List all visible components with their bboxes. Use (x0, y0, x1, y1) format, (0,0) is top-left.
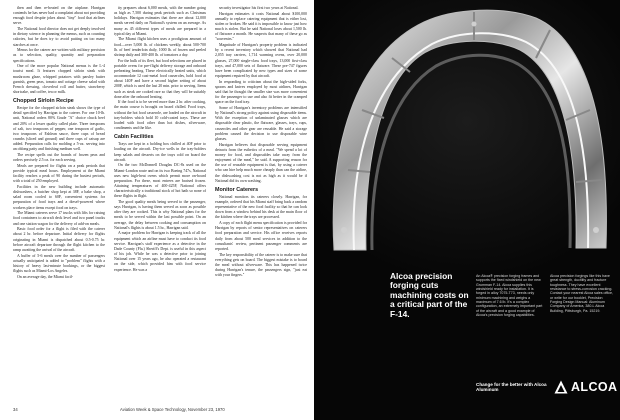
paragraph: If the food is to be served more than 2 hr. after cooking, the main course is brought on board chilled. Food trays, without the hot food casserole, are loaded on the aircraft in tray-holders which hold 10 cold-coated trays. These are loaded with food other than hot dishes, silverware, condiments and the like. (114, 100, 206, 131)
ad-side-copy: Alcoa precision forgings like this have great strength, ductility and fracture toughness. They have excellent resistance to stress-corrosion cracking. Contact your nearest Alcoa sales office, or write for our booklet, Precision Forging Design Manual: Aluminum Company of America, 380-L Alcoa Building, Pittsburgh, Pa. 15219. (550, 274, 614, 313)
section-heading-cabin-facilities: Cabin Facilities (114, 134, 154, 141)
ad-tagline: Change for the better with Alcoa Aluminum (476, 382, 547, 393)
paragraph: For the bulk of its fleet, but food selections are placed in portable ovens for pre-flight delivery storage and onboard preheating heating. These electrically heated units, which accommodate 12 cast-metal food casseroles, hold food at about 140F and have a second higher setting of about 200F, which is used the last 20 min. prior to serving. Items such as steak are cooked rare so that they will be suitably done after the onboard heating. (114, 58, 206, 99)
article-column-3 (215, 6, 307, 404)
ad-headline: Alcoa precision forging cuts machining costs on a critical part of the F-14. (390, 271, 469, 319)
paragraph: Harrigan estimates it costs National about $100,000 annually to replace catering equipment that is either lost, stolen or broken. He said it is impossible to know just how much is stolen. But he said National loses about 1,500 lb. of flatware a month. He suspects that many of these go as "souvenirs." (215, 11, 307, 42)
paragraph: Harrigan believes that disposable serving equipment detracts from the esthetics of a meal. "We spend a lot of money for food, and disposables take away from the enjoyment of the meal," he said. A supporting reason for the use of reusable equipment is that, by using a caterer who can hire help much more cheaply than can the airline, the dishwashing cost is not as high as it would be if National did its own washing. (215, 142, 307, 183)
alcoa-wordmark: ALCOA (571, 380, 618, 394)
paragraph: A copy of each flight menu specification is provided for Harrigan by reports of senior representatives on caterers food preparation and service. His office receives reports daily from about 500 meal services in addition to the consultants' review, pertinent passenger comments are reported. (215, 221, 307, 251)
alcoa-advertisement (314, 0, 620, 420)
paragraph: The good quality meals being served to the passenger, says Harrigan, is having them served as soon as possible after they are cooked. This is why National plans for the meals to be served within the last possible point. On an average, the delay between cooking and consumption on National's flights is about 1.5 hr., Harrigan said. (114, 199, 206, 230)
paragraph: The Miami flight kitchen uses a prodigious amount of food—over 5,000 lb. of chickens weekly, about 500-700 lb. of beef tenderloin daily, 1000 lb. of frozen and peeled shrimp daily and 300-400 lb. of tomatoes a day. (114, 37, 206, 57)
paragraph: then and then re-heated on the airplane. Harrigan contends he has never had a complaint about not providing enough food despite jokes about "tiny" food that airlines serve. (13, 6, 105, 26)
article-column-2 (114, 6, 206, 404)
paragraph: Menus for the caterer are written with military precision as to selection, quality, quantity and preparation specifications. (13, 48, 105, 63)
forging-frame-photo (314, 0, 620, 270)
paragraph: ity prepares about 6,000 meals, with the number going as high as 7,500 during peak periods such as Christmas holidays. Harrigan estimates that there are about 12,000 meals served daily on National's system on an average. As many as 45 different types of meals are prepared in a typical day at Miami. (114, 6, 206, 36)
paragraph: Facilities in the new building include automatic dishwashers, a butcher shop kept at 38F, a bake shop, a salad room cooled to 60F, convenient systems for preparation of food trays and a diesel-powered where workers place items except food on trays. (13, 185, 105, 210)
article-column-1 (13, 6, 105, 404)
alcoa-logo (554, 380, 617, 394)
paragraph: Recipe for the chopped sirloin steak shows the type of detail specified by Harrigan to the caterer. For one 10-lb. unit, National orders 80% Grade "A" choice chuck beef and 20% of a lesser quality called plate. Three teaspoons of salt, two teaspoons of pepper, one teaspoon of garlic, two teaspoons of Eshlean sauce, three cups of bread crumbs (sliced and ground) and three cups of catsup are added. Preparation calls for molding a 5-oz. serving into an oblong patty and finishing medium well. (13, 106, 105, 152)
paragraph: The recipe spells out the brands of frozen peas and orders precisely 2.5 oz. for each serving. (13, 153, 105, 163)
ad-body-copy: An Alcoa® precision forging frames and supports the fixed windshield on the new Grumman F-14. Alcoa supplies this windshield ready for installation. It is forged in alloy 7075-T73, needs only minimum machining and weighs a maximum of 7.6 lb. It's a complex configuration, an extremely important part of the aircraft and a good example of Alcoa's precision forging capabilities. (476, 274, 543, 318)
paragraph: On an average day, the Miami facil- (17, 274, 74, 279)
paragraph: A major problem for Harrigan is keeping track of all the equipment which an airline must have to conduct its food service. Harrigan's staff experience as a detective in the Dade County (Fla.) Sheriff's Dept. is useful in this aspect of his job. While he was a detective prior to joining National over 15 years ago, he also operated a restaurant on the side, which provided him with food service experience. He was a (114, 231, 206, 272)
paragraph: One of the more popular National menus is the L-4 tourist meal. It features chopped sirloin steak with mushroom glaze, whipped potatoes with parsley butter garnish, green peas, tomato and cottage cheese salad with French dressing, cloverleaf roll and butter, strawberry shortcake, and coffee, tea or milk. (13, 64, 105, 94)
magazine-footer: Aviation Week & Space Technology, November 23, 1970 (120, 407, 225, 412)
paragraph: security investigator his first two years at National. (219, 6, 299, 10)
paragraph: In responding to criticism about the high-sided forks, spoons and knives employed by most airlines, Harrigan said that he thought the smaller size was more convenient for the passenger to use and also fit better in the cramped space on the food tray. (215, 79, 307, 105)
paragraph: The National food director does not get deeply involved in dietary science in planning the menus, such as counting calories, but he does try to avoid putting on too many starches at once. (13, 27, 105, 47)
paragraph: Some of Harrigan's inventory problems are intensified by National's strong policy against using disposable items. With the exception of unlaminated glasses which are disposable clear plastic, the flatware, glasses, trays, cups, casseroles and other gear are reusable. He said a storage problem caused the decision to use disposable wine glasses. (215, 105, 307, 141)
section-heading-monitor-caterers: Monitor Caterers (215, 186, 259, 193)
paragraph: On the two McDonnell Douglas DC-8s used on the Miami-London route and on its two Boeing 747s, National uses new high-heat ovens which permit more on-board preparation. For these, most entrees are braised frozen. Attaining temperatures of 400-425F, National offers characteristically a traditional stock of hot bath so none of these flights in flight. (114, 163, 206, 199)
paragraph: Magnitude of Harrigan's property problem is indicated by a recent inventory which showed that National had 2,055 tray carriers, 1,714 warming ovens, over 20,000 glasses, 27,000 single-class food trays, 13,000 first-class trays, and 47,000 sets of flatware. These pre-747 figures have been complicated by new types and sizes of some equipment required by that aircraft. (215, 43, 307, 79)
paragraph: The key responsibility of the caterer is to make sure that everything gets on board. The biggest mistake is to board the meal without silverware. This has happened twice during Harrigan's tenure, the passengers sign, "just eat with your fingers." (215, 252, 307, 278)
paragraph: The Miami caterers serve 17 trucks with lifts for raising food containers to aircraft deck level and two panel trucks and one station wagon for the delivery of add-on meals. (13, 211, 105, 226)
page-number: 34 (13, 407, 18, 412)
paragraph: Basic food order for a flight is filed with the caterer about 2 hr. before departure. Initial delivery for flights originating in Miami is dispatched about 0.5-0.75 hr. before aircraft departure through the flight kitchen to the ramp awaiting the arrival of the aircraft. (13, 227, 105, 252)
paragraph: Trays are kept in a holding box chilled at 40F prior to loading on the aircraft. Dry-ice wells in the tray-holders keep salads and desserts on the trays cold on board the aircraft. (114, 142, 206, 162)
paragraph: National monitors its caterers closely. Harrigan, for example, ordered that his Miami staff bring back a random representative of the new food facility so that he can look down from a window behind his desk at the main floor of the kitchen where the trays are processed. (215, 194, 307, 220)
paragraph: A buffer of 5-6 meals over the number of passengers actually anticipated is added to "problem" flights with a history of heavy last-minute bookings, or the biggest flights such as Miami-Los Angeles. (13, 253, 105, 273)
section-heading-chopped-sirloin: Chopped Sirloin Recipe (13, 98, 74, 105)
alcoa-triangle-icon (554, 380, 568, 394)
paragraph: Meals are prepared for flights on a peak periods that provide typical meal hours. Employment at the Miami facility reaches a peak of 90 during the busiest periods, with a total of 250 employed. (13, 163, 105, 184)
